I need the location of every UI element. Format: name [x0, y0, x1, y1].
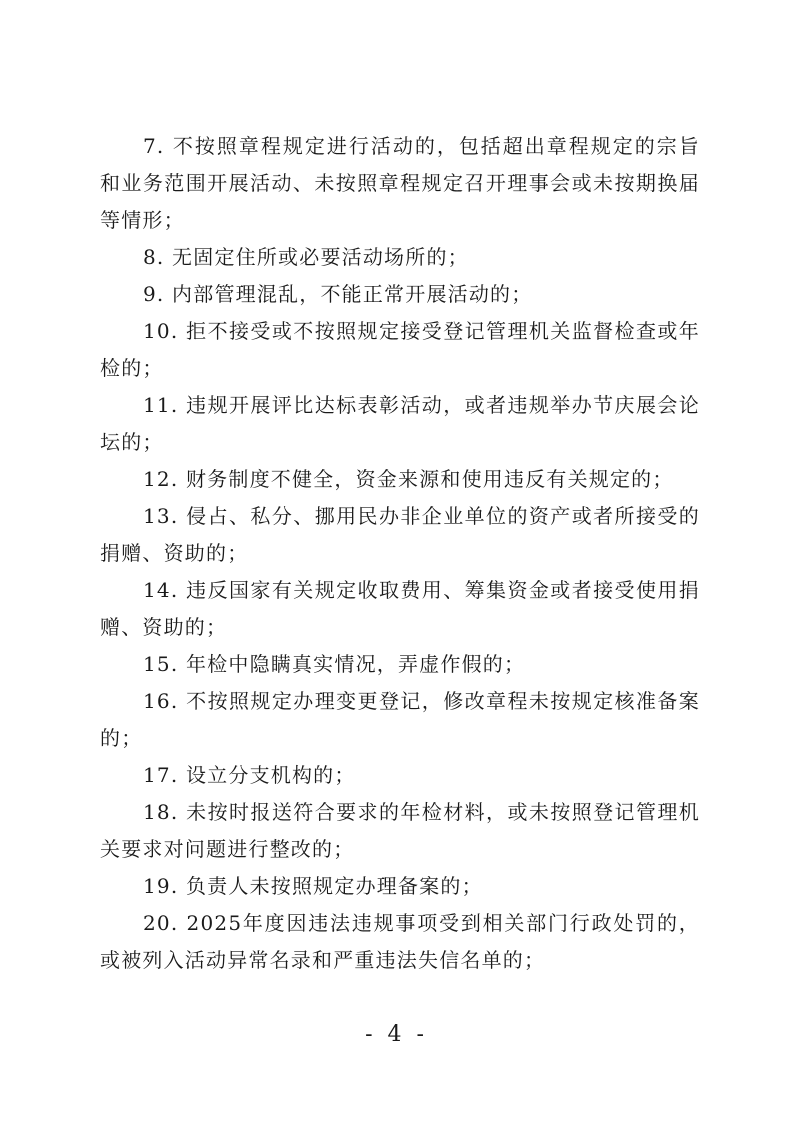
- list-item-10: 10. 拒不接受或不按照规定接受登记管理机关监督检查或年检的；: [100, 319, 700, 380]
- list-item-13: 13. 侵占、私分、挪用民办非企业单位的资产或者所接受的捐赠、资助的；: [100, 504, 700, 565]
- page-number: - 4 -: [365, 1022, 428, 1047]
- list-item-14: 14. 违反国家有关规定收取费用、筹集资金或者接受使用捐赠、资助的；: [100, 578, 700, 639]
- list-item-20: 20. 2025年度因违法违规事项受到相关部门行政处罚的，或被列入活动异常名录和严重违法失信名单的；: [100, 911, 700, 972]
- list-item-17: 17. 设立分支机构的；: [143, 763, 356, 787]
- list-item-12: 12. 财务制度不健全，资金来源和使用违反有关规定的；: [143, 467, 674, 491]
- list-item-9: 9. 内部管理混乱，不能正常开展活动的；: [143, 282, 533, 306]
- list-item-16: 16. 不按照规定办理变更登记，修改章程未按规定核准备案的；: [100, 689, 700, 750]
- list-item-7: 7. 不按照章程规定进行活动的，包括超出章程规定的宗旨和业务范围开展活动、未按照章程规定召开理事会或未按期换届等情形；: [100, 134, 700, 232]
- list-item-11: 11. 违规开展评比达标表彰活动，或者违规举办节庆展会论坛的；: [100, 393, 700, 454]
- page-body: [100, 128, 700, 979]
- list-item-18: 18. 未按时报送符合要求的年检材料，或未按照登记管理机关要求对问题进行整改的；: [100, 800, 700, 861]
- list-item-19: 19. 负责人未按照规定办理备案的；: [143, 874, 483, 898]
- list-item-15: 15. 年检中隐瞒真实情况，弄虚作假的；: [143, 652, 526, 676]
- list-item-8: 8. 无固定住所或必要活动场所的；: [143, 245, 469, 269]
